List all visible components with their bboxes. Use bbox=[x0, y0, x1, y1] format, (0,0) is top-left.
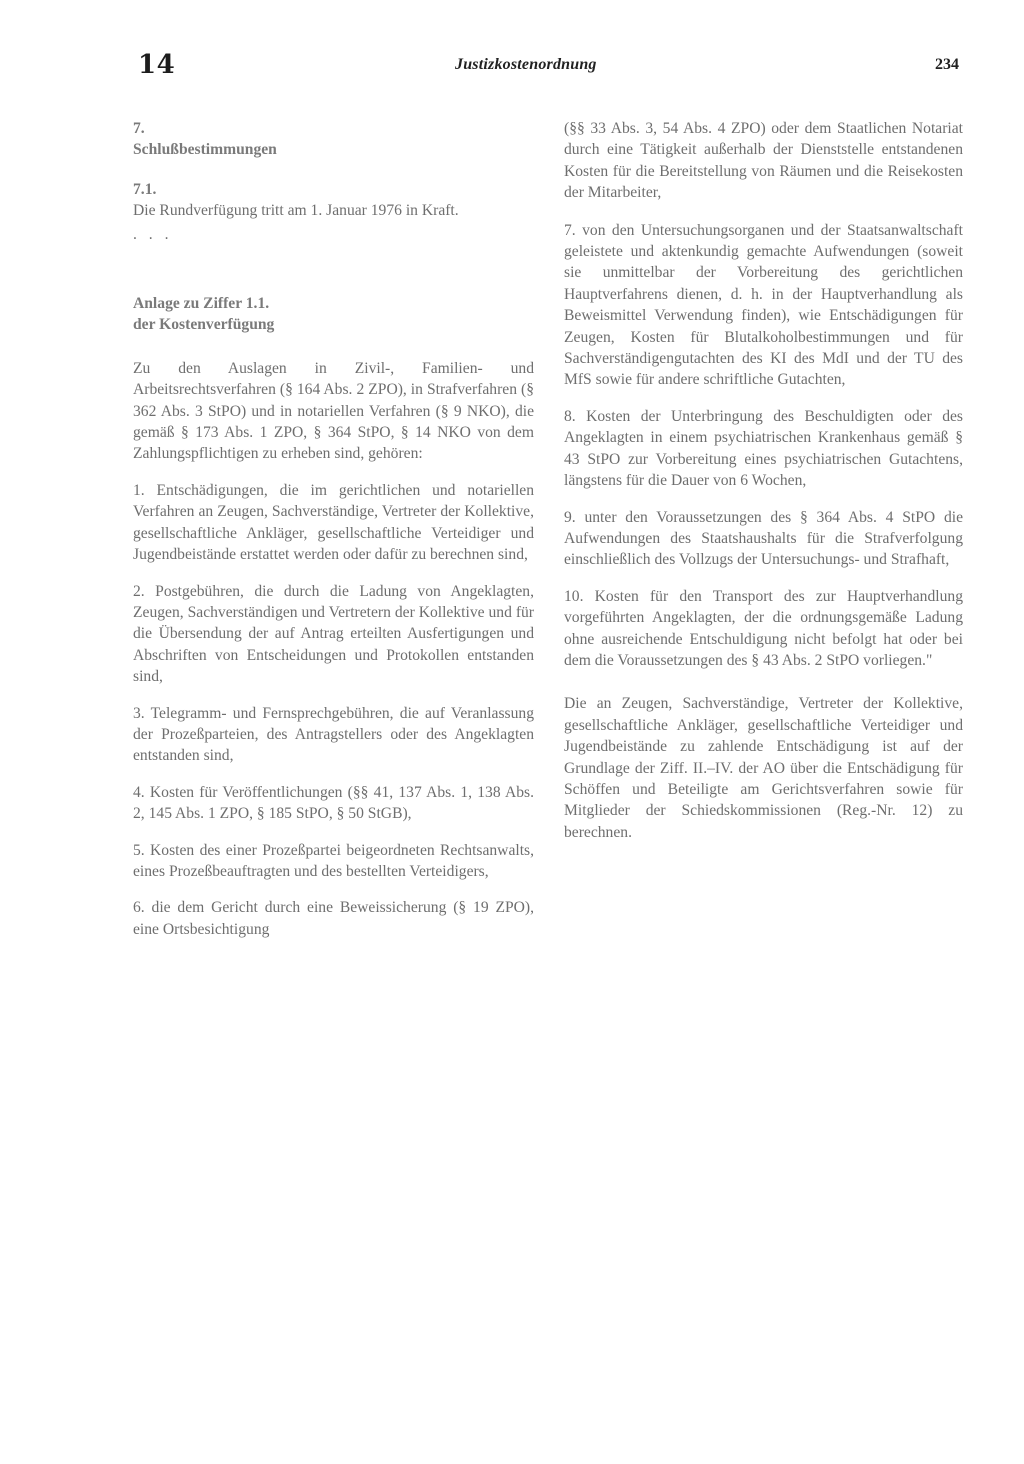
list-item: 2. Postgebühren, die durch die Ladung von Angeklagten, Zeugen, Sachverständigen und Vertretern der Kollektive und für die Übersendung der auf Antrag erteilten Ausfertigungen und Abschriften von Entscheidungen und Protokollen entstanden sind, bbox=[133, 582, 534, 686]
intro-paragraph: Zu den Auslagen in Zivil-, Familien- und Arbeitsrechtsverfahren (§ 164 Abs. 2 ZPO), in Strafverfahren (§ 362 Abs. 3 StPO) und in notariellen Verfahren (§ 9 NKO), die gemäß § 173 Abs. 1 ZPO, § 364 StPO, § 14 NKO von dem Zahlungspflichtigen zu erheben sind, gehören: bbox=[133, 359, 534, 463]
section-heading-number: 7. bbox=[133, 120, 145, 137]
section-heading-title: Schlußbestimmungen bbox=[133, 141, 277, 159]
list-item: 9. unter den Voraussetzungen des § 364 Abs. 4 StPO die Aufwendungen des Staatshaushalts für die Strafverfolgung einschließlich des Vollzugs der Untersuchungs- und Strafhaft, bbox=[564, 508, 963, 569]
list-item: 6. die dem Gericht durch eine Beweissicherung (§ 19 ZPO), eine Ortsbesichtigung bbox=[133, 899, 534, 938]
list-item: 5. Kosten des einer Prozeßpartei beigeordneten Rechtsanwalts, eines Prozeßbeauftragten und des bestellten Verteidigers, bbox=[133, 841, 534, 880]
list-item: 8. Kosten der Unterbringung des Beschuldigten oder des Angeklagten in einem psychiatrischen Krankenhaus gemäß § 43 StPO zur Vorbereitung eines psychiatrischen Gutachtens, längstens für die Dauer von 6 Wochen, bbox=[564, 407, 963, 490]
closing-paragraph: Die an Zeugen, Sachverständige, Vertreter der Kollektive, gesellschaftliche Ankläger, gesellschaftliche Verteidiger und Jugendbeistände zu zahlende Entschädigung ist auf der Grundlage der Ziff. II.–IV. der AO über die Entschädigung für Schöffen und Beteiligte am Gerichtsverfahren sowie für Mitglieder der Schiedskommissionen (Reg.-Nr. 12) zu berechnen. bbox=[564, 695, 963, 841]
running-title: Justizkostenordnung bbox=[455, 56, 597, 73]
list-item-continuation: (§§ 33 Abs. 3, 54 Abs. 4 ZPO) oder dem Staatlichen Notariat durch eine Tätigkeit außerhalb der Dienststelle entstandenen Kosten für die Bereitstellung von Räumen und die Reisekosten der Mitarbeiter, bbox=[564, 120, 963, 202]
page-number: 234 bbox=[935, 56, 959, 73]
list-item: 10. Kosten für den Transport des zur Hauptverhandlung vorgeführten Angeklagten, der die ordnungsgemäße Ladung ohne ausreichende Entschuldigung nicht befolgt hat oder bei dem die Voraussetzungen des § 43 Abs. 2 StPO vorliegen." bbox=[564, 587, 963, 669]
omission-marker: . . . bbox=[133, 225, 173, 243]
annex-heading-line2: der Kostenverfügung bbox=[133, 316, 275, 334]
subsection-text: Die Rundverfügung tritt am 1. Januar 1976 in Kraft. bbox=[133, 202, 459, 220]
annex-heading bbox=[133, 293, 534, 336]
list-item: 7. von den Untersuchungsorganen und der Staatsanwaltschaft geleistete und aktenkundig gemachte Aufwendungen (soweit sie unmittelbar der Vorbereitung des gerichtlichen Hauptverfahrens dienen, d. h. in der Hauptverhandlung als Beweismittel Verwendung finden), wie Entschädigungen für Zeugen, Kosten für Blutalkoholbestimmungen und für Sachverständigengutachten des KI des MdI und der TU des MfS sowie für andere schriftliche Gutachten, bbox=[564, 221, 963, 389]
right-column bbox=[564, 118, 963, 858]
subsection-number: 7.1. bbox=[133, 180, 157, 198]
section-number: 14 bbox=[138, 50, 176, 80]
left-column bbox=[133, 118, 534, 940]
list-item: 3. Telegramm- und Fernsprechgebühren, die auf Veranlassung der Prozeßparteien, des Antragstellers oder des Angeklagten entstanden sind, bbox=[133, 704, 534, 765]
list-item: 4. Kosten für Veröffentlichungen (§§ 41, 137 Abs. 1, 138 Abs. 2, 145 Abs. 1 ZPO, § 185 StPO, § 50 StGB), bbox=[133, 783, 534, 823]
list-item: 1. Entschädigungen, die im gerichtlichen und notariellen Verfahren an Zeugen, Sachverständige, Vertreter der Kollektive, gesellschaftliche Ankläger, gesellschaftliche Verteidiger und Jugendbeistände erstattet werden oder dafür zu berechnen sind, bbox=[133, 481, 534, 564]
annex-heading-line1: Anlage zu Ziffer 1.1. bbox=[133, 295, 270, 313]
